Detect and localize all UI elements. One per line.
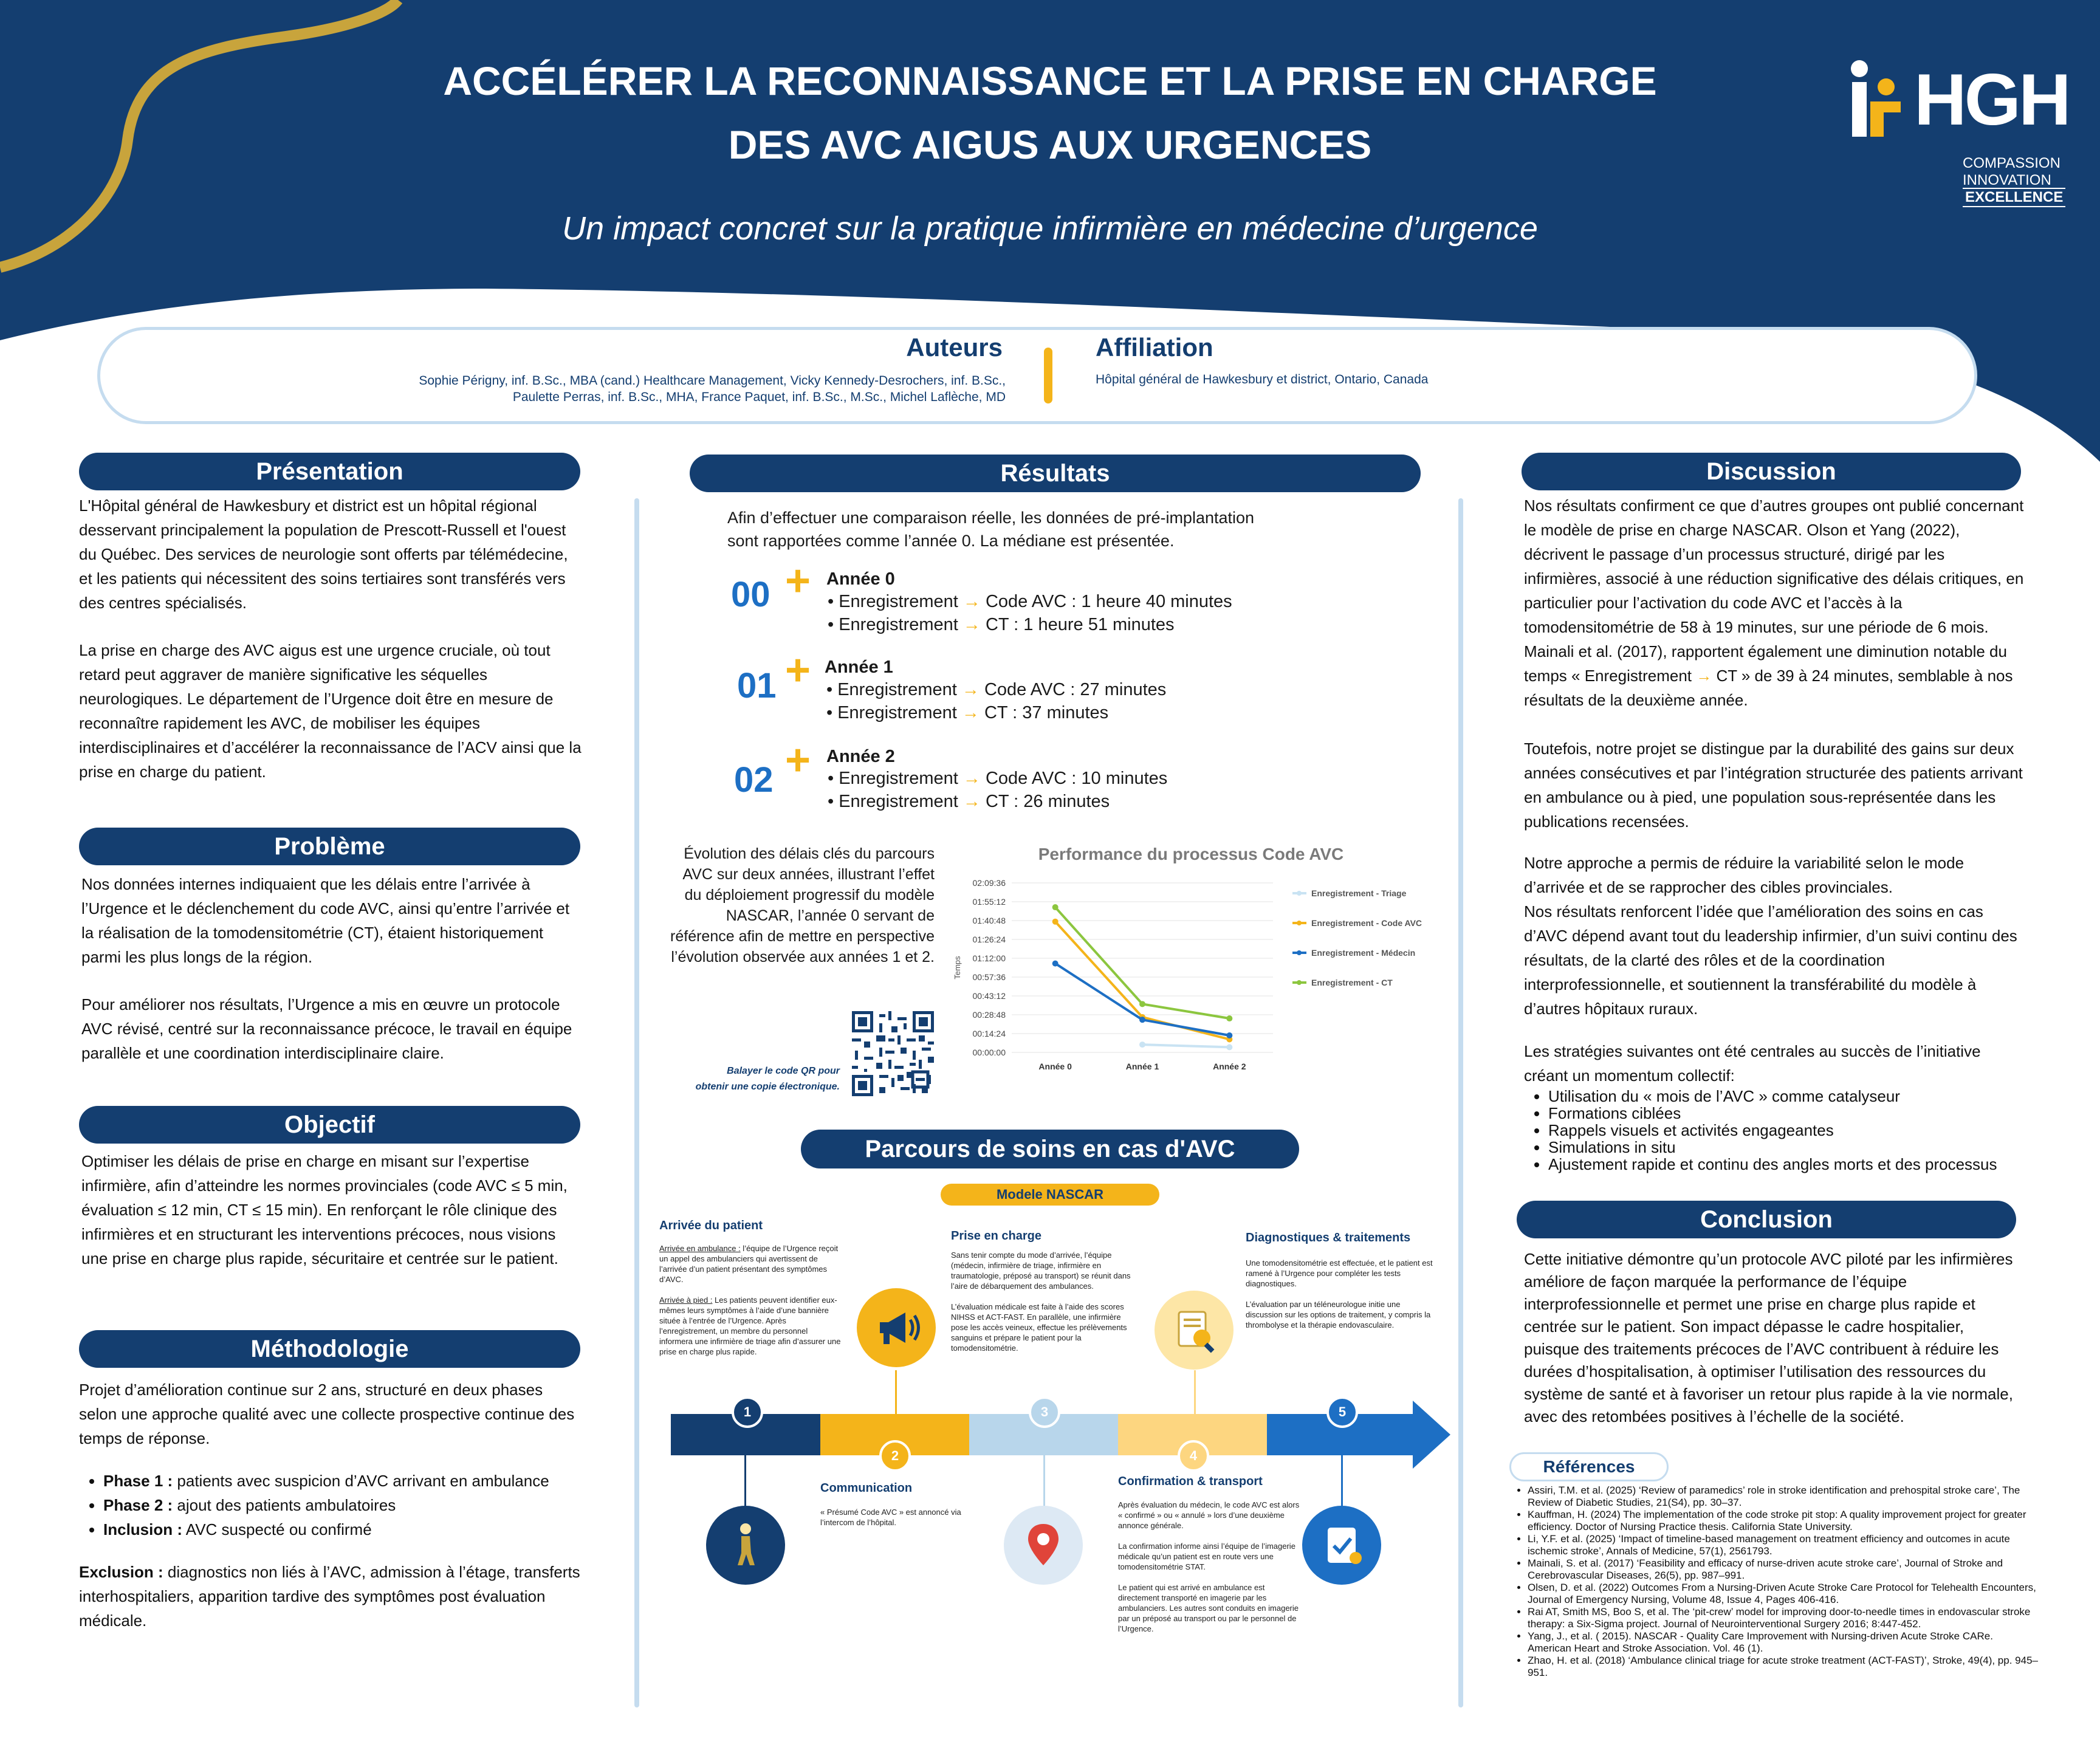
data-point [1052, 904, 1059, 910]
data-point [1052, 919, 1059, 925]
year2-line2: • Enregistrement → CT : 26 minutes [828, 792, 1110, 811]
probleme-body [81, 872, 583, 1088]
reference-item: • Olsen, D. et al. (2022) Outcomes From a Nursing-Driven Acute Stroke Care Protocol for Telehealth Encounters, Journal of Emergency Nursing, Volume 48, Issue 4, Pages 406-416. [1528, 1582, 2038, 1606]
poster-subtitle: Un impact concret sur la pratique infirmière en médecine d’urgence [562, 210, 1538, 247]
performance-chart [948, 839, 1458, 1076]
authors-divider [1044, 348, 1052, 403]
x-tick-label: Année 1 [1125, 1062, 1159, 1071]
authors-line2: Paulette Perras, inf. B.Sc., MHA, France Paquet, inf. B.Sc., M.Sc., Michel Laflèche, MD [512, 390, 1006, 404]
discussion-p4: Nos résultats renforcent l’idée que l’amélioration des soins en cas d’AVC dépend avant tout du leadership infirmier, d’un suivi continu des résultats, de la clarté des rôles et de la coordination interprofessionnelle, et soutiennent la transférabilité du modèle à d’autres hôpitaux ruraux. [1524, 902, 2017, 1018]
data-point [1139, 1041, 1145, 1048]
year2-title: Année 2 [826, 747, 895, 766]
year1-line1: • Enregistrement → Code AVC : 27 minutes [826, 680, 1167, 699]
step-3-circle: 3 [1029, 1396, 1060, 1428]
methodologie-p1: Projet d’amélioration continue sur 2 ans, structuré en deux phases selon une approche qualité avec une collecte prospective continue des temps de réponse. [79, 1381, 575, 1447]
confirmation-title: Confirmation & transport [1118, 1475, 1263, 1488]
logo-tag-innovation: INNOVATION [1963, 172, 2051, 188]
step-4-circle: 4 [1178, 1440, 1209, 1472]
presentation-heading: Présentation [79, 453, 580, 490]
year2-plus-icon: + [785, 736, 811, 784]
y-tick-label: 01:55:12 [972, 897, 1006, 907]
y-tick-label: 01:26:24 [972, 935, 1006, 944]
diagnostic-icon [1155, 1291, 1234, 1370]
communication-text: « Présumé Code AVC » est annoncé via l’intercom de l’hôpital. [820, 1508, 961, 1527]
poster-title-line1: ACCÉLÉRER LA RECONNAISSANCE ET LA PRISE EN CHARGE [443, 58, 1657, 103]
legend-marker [1297, 921, 1302, 925]
series-line [1055, 964, 1230, 1035]
resultats-intro-line2: sont rapportées comme l’année 0. La médiane est présentée. [727, 532, 1175, 550]
year2-number: 02 [734, 760, 774, 800]
probleme-p1: Nos données internes indiquaient que les délais entre l’arrivée à l’Urgence et le déclenchement du code AVC, ainsi qu’entre l’arrivée et la réalisation de la tomodensitométrie (CT), étaient historiquement parmi les plus longs de la région. [81, 875, 570, 966]
year0-line1: • Enregistrement → Code AVC : 1 heure 40 minutes [828, 592, 1232, 611]
chart-title: Performance du processus Code AVC [1038, 845, 1344, 863]
legend-entry: Enregistrement - Médecin [1311, 948, 1416, 958]
connector [895, 1370, 897, 1416]
prise-en-charge-text: Sans tenir compte du mode d’arrivée, l’équipe (médecin, infirmière de triage, infirmière en traumatologie, préposé au transport) se réunit dans l’aire de débarquement des ambulances. L’évaluation médicale est faite à l’aide des scores NIHSS et ACT-FAST. En parallèle, une infirmière pose les accès veineux, effectue les prélèvements sanguins et prépare le patient pour la tomodensitométrie. [951, 1251, 1131, 1353]
timeline-arrowhead [1413, 1401, 1450, 1469]
strategy-item: • Utilisation du « mois de l’AVC » comme catalyseur [1548, 1088, 2025, 1105]
methodologie-exclusion: Exclusion : diagnostics non liés à l’AVC, admission à l’étage, transferts interhospitaliers, apparition tardive des symptômes post évaluation médicale. [79, 1563, 580, 1630]
logo-wordmark: HGH [1914, 59, 2069, 140]
authors-names [182, 372, 1006, 405]
methodologie-item: • Phase 1 : patients avec suspicion d’AVC arrivant en ambulance [103, 1469, 583, 1493]
y-axis-label: Temps [953, 956, 962, 980]
communication-title: Communication [820, 1481, 913, 1495]
methodologie-item: • Phase 2 : ajout des patients ambulatoires [103, 1493, 583, 1517]
discussion-body [1524, 493, 2025, 1173]
connector [1341, 1455, 1343, 1510]
year0-number: 00 [731, 575, 770, 614]
data-point [1052, 961, 1059, 967]
y-tick-label: 00:57:36 [972, 972, 1006, 982]
y-tick-label: 00:28:48 [972, 1010, 1006, 1020]
y-tick-label: 02:09:36 [972, 878, 1006, 888]
methodologie-list [79, 1469, 583, 1542]
legend-entry: Enregistrement - Triage [1311, 888, 1407, 898]
presentation-p1: L'Hôpital général de Hawkesbury et district est un hôpital régional desservant principalement la population de Prescott-Russell et l'ouest du Québec. Des services de neurologie sont offerts par télémédecine, et les patients qui nécessitent des soins tertiaires sont transférés vers des centres spécialisés. [79, 496, 568, 612]
data-point [1226, 1032, 1232, 1038]
arrivee-text: Arrivée en ambulance : l’équipe de l’Urgence reçoit un appel des ambulanciers qui avertissent de l’arrivée d’un patient présentant des symptômes d’AVC. Arrivée à pied : Les patients peuvent identifier eux-mêmes leurs symptômes à l’aide d’une bannière située à l’entrée de l’Urgence. Après l’enregistrement, un membre du personnel informera une infirmière de triage afin d’assurer une prise en charge plus rapide. [659, 1244, 841, 1356]
legend-marker [1297, 891, 1302, 896]
prise-en-charge-title: Prise en charge [951, 1229, 1041, 1243]
year2-line1: • Enregistrement → Code AVC : 10 minutes [828, 769, 1168, 788]
conclusion-body [1524, 1248, 2013, 1451]
hgh-logo [1841, 58, 2072, 210]
objectif-p1: Optimiser les délais de prise en charge en misant sur l’expertise infirmière, afin d’atteindre les normes provinciales (code AVC ≤ 5 min, évaluation ≤ 12 min, CT ≤ 15 min). En renforçant le rôle clinique des infirmières et en structurant les interventions précoces, nous visions une prise en charge plus rapide, sécuritaire et centrée sur le patient. [81, 1152, 568, 1268]
diagnostiques-title: Diagnostiques & traitements [1246, 1231, 1411, 1244]
diagnostiques-text: Une tomodensitométrie est effectuée, et le patient est ramené à l’Urgence pour compléter les tests diagnostiques. L’évaluation par un téléneurologue initie une discussion sur les options de traitement, y compris la thrombolyse et la thérapie endovasculaire. [1246, 1258, 1433, 1330]
strategy-item: • Formations ciblées [1548, 1105, 2025, 1122]
discussion-p3: Notre approche a permis de réduire la variabilité selon le mode d’arrivée et de se rapprocher des cibles provinciales. [1524, 854, 1964, 896]
logo-tag-excellence: EXCELLENCE [1963, 188, 2065, 207]
qr-caption-line1: Balayer le code QR pour [727, 1066, 840, 1076]
conclusion-heading: Conclusion [1517, 1201, 2016, 1238]
y-tick-label: 00:43:12 [972, 991, 1006, 1001]
series-line [1142, 1045, 1229, 1047]
chart-caption: Évolution des délais clés du parcours AVC sur deux années, illustrant l’effet du déploiement progressif du modèle NASCAR, l’année 0 servant de référence afin de mettre en perspective l’évolution observée aux années 1 et 2. [670, 845, 935, 966]
data-point [1139, 1017, 1145, 1023]
objectif-heading: Objectif [79, 1106, 580, 1144]
discussion-heading: Discussion [1522, 453, 2021, 490]
presentation-body [79, 493, 583, 807]
qr-code[interactable] [852, 1011, 934, 1096]
data-point [1226, 1044, 1232, 1050]
presentation-p2: La prise en charge des AVC aigus est une urgence cruciale, où tout retard peut aggraver de manière significative les séquelles neurologiques. Le département de l’Urgence doit être en mesure de reconnaître rapidement les AVC, de mobiliser les équipes interdisciplinaires et d’accélérer la reconnaissance de l’ACV ainsi que la prise en charge du patient. [79, 641, 582, 781]
reference-item: • Assiri, T.M. et al. (2025) ‘Review of paramedics’ role in stroke identification and prehospital stroke care’, The Review of Diabetic Studies, 21(S4), pp. 30–37. [1528, 1484, 2038, 1509]
y-tick-label: 00:14:24 [972, 1029, 1006, 1038]
probleme-heading: Problème [79, 828, 580, 865]
poster-title-line2: DES AVC AIGUS AUX URGENCES [728, 122, 1372, 167]
references-heading: Références [1509, 1452, 1669, 1481]
reference-item: • Li, Y.F. et al. (2025) ‘Impact of timeline-based management on treatment efficiency and outcomes in acute ischemic stroke’, Annals of Medicine, 57(1), 2561793. [1528, 1533, 2038, 1557]
reference-item: • Yang, J., et al. ( 2015). NASCAR - Quality Care Improvement with Nursing-driven Acute Stroke CARe. American Heart and Stroke Association. Vol. 46 (1). [1528, 1630, 2038, 1655]
reference-item: • Rai AT, Smith MS, Boo S, et al. The ‘pit-crew’ model for improving door-to-needle times in endovascular stroke therapy: a Six-Sigma project. Journal of Neurointerventional Surgery 2016; 8:447-452. [1528, 1606, 2038, 1630]
connector [1194, 1370, 1196, 1416]
methodologie-heading: Méthodologie [79, 1330, 580, 1368]
probleme-p2: Pour améliorer nos résultats, l’Urgence a mis en œuvre un protocole AVC révisé, centré sur la reconnaissance précoce, le travail en équipe parallèle et une coordination interdisciplinaire claire. [81, 995, 572, 1062]
clipboard-check-icon [1302, 1506, 1381, 1585]
reference-item: • Mainali, S. et al. (2017) ‘Feasibility and efficacy of nurse-driven acute stroke care’, Journal of Stroke and Cerebrovascular Diseases, 26(5), pp. 987–991. [1528, 1557, 2038, 1582]
legend-entry: Enregistrement - CT [1311, 978, 1393, 987]
logo-figure-icon [1846, 58, 1913, 143]
year0-title: Année 0 [826, 569, 895, 589]
conclusion-p1: Cette initiative démontre qu’un protocole AVC piloté par les infirmières améliore de façon marquée la performance de l’équipe interprofessionnelle et permet une prise en charge plus rapide et centrée sur le patient. Son impact dépasse le cadre hospitalier, puisque des traitements précoces de l’AVC contribuent à réduire les durées d’hospitalisation, à optimiser l’utilisation des ressources du système de santé et à favoriser un retour plus rapide à la vie normale, avec des retombées positives à l’échelle de la société. [1524, 1250, 2013, 1426]
year1-number: 01 [737, 666, 777, 705]
strategy-item: • Ajustement rapide et continu des angles morts et des processus [1548, 1156, 2025, 1173]
affiliation-text: Hôpital général de Hawkesbury et district, Ontario, Canada [1096, 372, 1429, 386]
year1-line2: • Enregistrement → CT : 37 minutes [826, 703, 1109, 722]
strategy-item: • Simulations in situ [1548, 1139, 2025, 1156]
resultats-intro [727, 506, 1254, 552]
legend-entry: Enregistrement - Code AVC [1311, 918, 1422, 928]
y-tick-label: 01:12:00 [972, 953, 1006, 963]
column-divider-left [634, 498, 639, 1707]
authors-heading: Auteurs [906, 333, 1003, 362]
step-1-circle: 1 [732, 1396, 763, 1428]
megaphone-icon [857, 1288, 936, 1367]
confirmation-text: Après évaluation du médecin, le code AVC est alors « confirmé » ou « annulé » lors d’une deuxième annonce générale. La confirmation informe ainsi l’équipe de l’imagerie médicale qu’un patient est en route vers une tomodensitométrie STAT. Le patient qui est arrivé en ambulance est directement transporté en imagerie par les ambulanciers. Les autres sont conduits en imagerie par un préposé au transport ou par le personnel de l’Urgence. [1118, 1500, 1300, 1633]
authors-line1: Sophie Périgny, inf. B.Sc., MBA (cand.) Healthcare Management, Vicky Kennedy-Desrochers, inf. B.Sc., [419, 374, 1006, 388]
discussion-strategies-list [1524, 1088, 2025, 1173]
legend-marker [1297, 950, 1302, 955]
affiliation-heading: Affiliation [1096, 333, 1213, 362]
connector [744, 1455, 746, 1510]
methodologie-item: • Inclusion : AVC suspecté ou confirmé [103, 1517, 583, 1542]
data-point [1139, 1001, 1145, 1007]
column-divider-right [1458, 498, 1463, 1707]
walking-person-icon [706, 1506, 785, 1585]
discussion-p5: Les stratégies suivantes ont été centrales au succès de l’initiative créant un momentum collectif: [1524, 1042, 1981, 1085]
y-tick-label: 01:40:48 [972, 916, 1006, 925]
reference-item: • Zhao, H. et al. (2018) ‘Ambulance clinical triage for acute stroke treatment (ACT-FAST)’, Stroke, 49(4), pp. 945–951. [1528, 1655, 2038, 1679]
resultats-intro-line1: Afin d’effectuer une comparaison réelle, les données de pré-implantation [727, 509, 1255, 527]
logo-tag-compassion: COMPASSION [1963, 155, 2061, 171]
legend-marker [1297, 980, 1302, 985]
qr-caption-line2: obtenir une copie électronique. [695, 1082, 840, 1092]
methodologie-body [79, 1378, 583, 1656]
resultats-heading: Résultats [690, 455, 1421, 492]
strategy-item: • Rappels visuels et activités engageantes [1548, 1122, 2025, 1139]
year0-plus-icon: + [785, 557, 811, 605]
objectif-body [81, 1149, 583, 1294]
y-tick-label: 00:00:00 [972, 1048, 1006, 1057]
arrivee-title: Arrivée du patient [659, 1219, 763, 1232]
x-tick-label: Année 0 [1038, 1062, 1072, 1071]
discussion-p1: Nos résultats confirment ce que d’autres groupes ont publié concernant le modèle de prise en charge NASCAR. Olson et Yang (2022), décrivent le passage d’un processus structuré, dirigé par les infirmières, associé à une réduction significative des délais critiques, en particulier pour l’activation du code AVC et l’accès à la tomodensitométrie de 58 à 19 minutes, sur une période de 6 mois. Mainali et al. (2017), rapportent également une diminution notable du temps « Enregistrement → CT » de 39 à 24 minutes, semblable à nos résultats de la deuxième année. [1524, 496, 2024, 709]
location-pin-icon [1004, 1506, 1083, 1585]
connector [1043, 1455, 1045, 1510]
nascar-model-badge: Modele NASCAR [941, 1184, 1159, 1206]
step-2-circle: 2 [879, 1440, 911, 1472]
data-point [1226, 1015, 1232, 1021]
parcours-heading: Parcours de soins en cas d'AVC [801, 1130, 1299, 1168]
qr-caption [662, 1063, 840, 1095]
x-tick-label: Année 2 [1213, 1062, 1246, 1071]
reference-item: • Kauffman, H. (2024) The implementation of the code stroke pit stop: A quality improvement project for greater efficiency. Doctor of Nursing Practice thesis. California State University. [1528, 1509, 2038, 1533]
references-list [1509, 1484, 2038, 1679]
year1-title: Année 1 [825, 657, 893, 677]
year1-plus-icon: + [785, 646, 811, 695]
step-5-circle: 5 [1326, 1396, 1358, 1428]
discussion-p2: Toutefois, notre projet se distingue par la durabilité des gains sur deux années consécutives et par l’intégration structurée des patients arrivant en ambulance ou à pied, une population sous-représentée dans les publications recensées. [1524, 739, 2023, 831]
year0-line2: • Enregistrement → CT : 1 heure 51 minutes [828, 615, 1175, 634]
